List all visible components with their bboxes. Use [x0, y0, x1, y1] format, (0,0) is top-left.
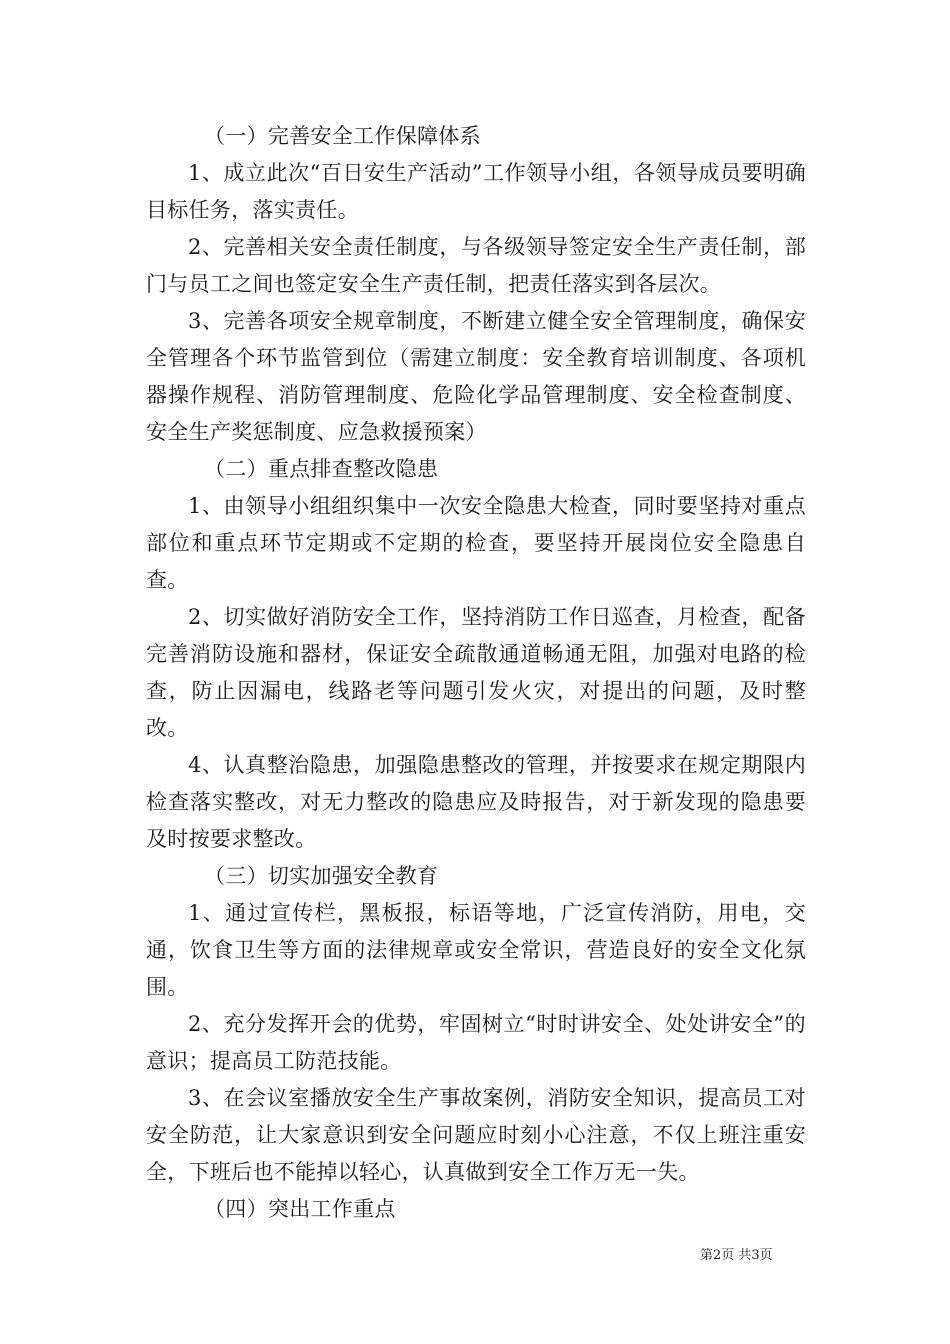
- paragraph: 1、成立此次“百日安生产活动”工作领导小组，各领导成员要明确目标任务，落实责任。: [146, 161, 806, 222]
- paragraph: 3、完善各项安全规章制度，不断建立健全安全管理制度，确保安全管理各个环节监管到位（需建立制度：安全教育培训制度、各项机器操作规程、消防管理制度、危险化学品管理制度、安全检查制度、安全生产奖惩制度、应急救援预案）: [146, 309, 806, 444]
- paragraph: 4、认真整治隐患，加强隐患整改的管理，并按要求在规定期限内检查落实整改，对无力整改的隐患应及時报告，对于新发现的隐患要及时按要求整改。: [146, 753, 806, 851]
- page-number-footer: 第2页 共3页: [700, 1248, 773, 1263]
- paragraph: 1、通过宣传栏，黑板报，标语等地，广泛宣传消防，用电，交通，饮食卫生等方面的法律规章或安全常识，营造良好的安全文化氛围。: [146, 901, 806, 999]
- paragraph: 1、由领导小组组织集中一次安全隐患大检查，同时要坚持对重点部位和重点环节定期或不定期的检查，要坚持开展岗位安全隐患自查。: [146, 494, 806, 592]
- section-heading-2: （二）重点排查整改隐患: [204, 457, 439, 481]
- section-heading-1: （一）完善安全工作保障体系: [204, 124, 481, 148]
- paragraph: 2、完善相关安全责任制度，与各级领导签定安全生产责任制，部门与员工之间也签定安全生产责任制，把责任落实到各层次。: [146, 235, 806, 296]
- document-body: [146, 118, 806, 1228]
- paragraph: 3、在会议室播放安全生产事故案例，消防安全知识，提高员工对安全防范，让大家意识到安全问题应时刻小心注意，不仅上班注重安全，下班后也不能掉以轻心，认真做到安全工作万无一失。: [146, 1086, 806, 1184]
- section-heading-3: （三）切实加强安全教育: [204, 864, 439, 888]
- paragraph: 2、切实做好消防安全工作，坚持消防工作日巡查，月检查，配备完善消防设施和器材，保证安全疏散通道畅通无阻，加强对电路的检查，防止因漏电，线路老等问题引发火灾，对提出的问题，及时整改。: [146, 605, 806, 740]
- section-heading-4: （四）突出工作重点: [204, 1197, 396, 1221]
- paragraph: 2、充分发挥开会的优势，牢固树立“时时讲安全、处处讲安全”的意识；提高员工防范技能。: [146, 1012, 806, 1073]
